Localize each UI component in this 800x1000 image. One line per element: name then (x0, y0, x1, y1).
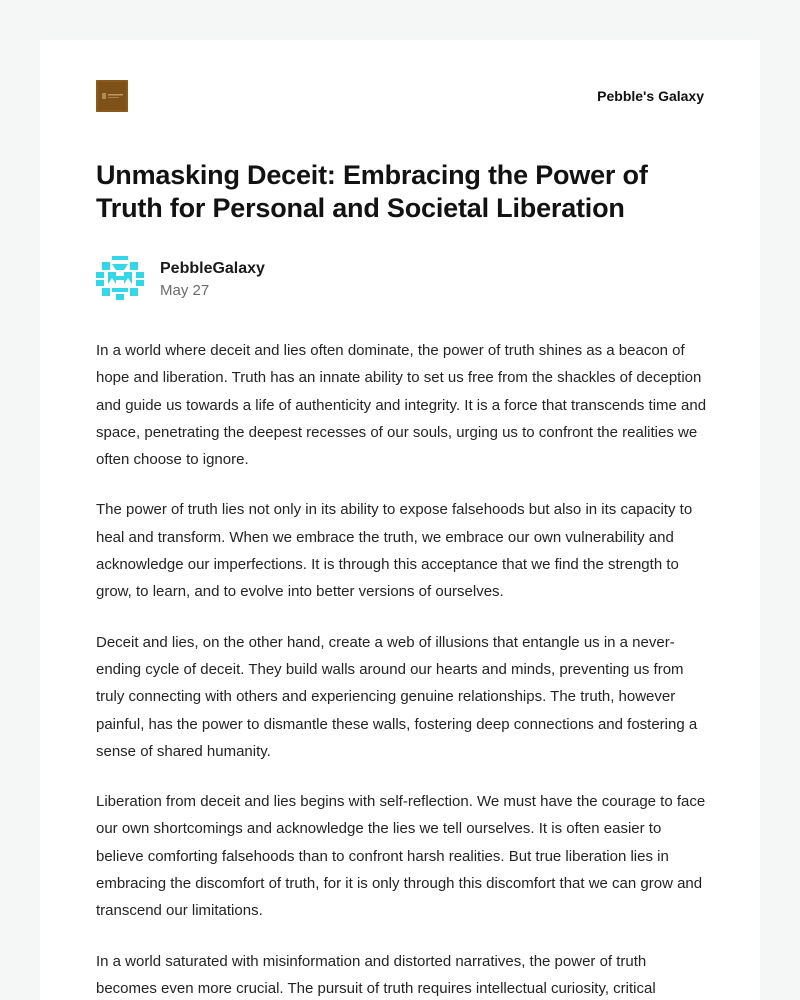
post-date: May 27 (160, 282, 210, 299)
article-paragraph: In a world where deceit and lies often dominate, the power of truth shines as a beacon of hope and liberation. Truth has an innate ability to set us free from the shackles of deception and guide us towards a life of authenticity and integrity. It is a force that transcends time and space, penetrating the deepest recesses of our souls, urging us to confront the realities we often choose to ignore. (96, 342, 707, 469)
article-paragraph: Liberation from deceit and lies begins with self-reflection. We must have the courage to face our own shortcomings and acknowledge the lies we tell ourselves. It is often easier to believe comforting falsehoods than to confront harsh realities. But true liberation lies in embracing the discomfort of truth, for it is only through this discomfort that we can grow and transcend our limitations. (96, 793, 706, 920)
article-body (96, 337, 708, 1000)
article-card (40, 40, 760, 1000)
site-header (96, 80, 704, 112)
author-name[interactable]: PebbleGalaxy (160, 260, 265, 277)
article-title: Unmasking Deceit: Embracing the Power of Truth for Personal and Societal Liberation (96, 160, 648, 223)
article-paragraph: Deceit and lies, on the other hand, create a web of illusions that entangle us in a never-ending cycle of deceit. They build walls around our hearts and minds, preventing us from truly connecting with others and experiencing genuine relationships. The truth, however painful, has the power to dismantle these walls, fostering deep connections and fostering a sense of shared humanity. (96, 633, 698, 760)
identicon-avatar-icon[interactable] (96, 256, 144, 300)
site-name-link[interactable]: Pebble's Galaxy (597, 88, 704, 104)
author-block (96, 256, 496, 300)
site-logo-icon[interactable] (96, 80, 128, 112)
article-paragraph: The power of truth lies not only in its ability to expose falsehoods but also in its capacity to heal and transform. When we embrace the truth, we embrace our own vulnerability and acknowledge our imperfections. It is through this acceptance that we find the strength to grow, to learn, and to evolve into better versions of ourselves. (96, 501, 693, 601)
article-paragraph: In a world saturated with misinformation and distorted narratives, the power of truth becomes even more crucial. The pursuit of truth requires intellectual curiosity, critical (96, 952, 656, 997)
